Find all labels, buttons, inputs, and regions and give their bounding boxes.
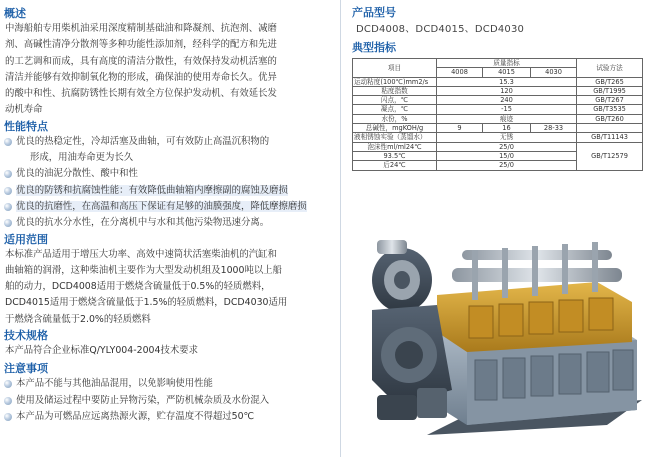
table-row bbox=[353, 142, 643, 151]
bullet-icon bbox=[4, 203, 12, 211]
column-divider bbox=[340, 0, 341, 457]
row-method: GB/T12579 bbox=[577, 142, 643, 170]
feature-text: 优良的热稳定性，冷却活塞及曲轴，可有效防止高温沉积物的 bbox=[16, 135, 270, 147]
bullet-icon bbox=[4, 413, 12, 421]
engine-shape bbox=[372, 240, 642, 435]
notes-list bbox=[4, 376, 330, 425]
overview-line: 的工艺调和而成，具有高度的清洁分散性，有效保持发动机活塞的 bbox=[5, 55, 277, 67]
specs-title: 技术规格 bbox=[4, 329, 48, 343]
feature-item-continuation: 形成，用油寿命更为长久 bbox=[30, 152, 134, 164]
bullet-icon bbox=[4, 138, 12, 146]
row-item: 总碱性，mgKOH/g bbox=[353, 124, 437, 133]
bullet-icon bbox=[4, 170, 12, 178]
scope-text bbox=[4, 247, 330, 328]
scope-line: DCD4015适用于燃烧含硫量低于1.5%的轻质燃料，DCD4030适用 bbox=[5, 297, 288, 309]
row-value: 25/0 bbox=[437, 142, 577, 151]
header-quality: 质量指标 bbox=[437, 59, 577, 68]
row-method: GB/T11143 bbox=[577, 133, 643, 142]
row-item: 93.5℃ bbox=[353, 151, 437, 160]
row-value: 25/0 bbox=[437, 161, 577, 170]
feature-item bbox=[4, 134, 330, 150]
overview-line: 清洁并能够有效抑制氧化物的形成，确保油的使用寿命长久。优异 bbox=[5, 71, 277, 83]
table-row bbox=[353, 77, 643, 86]
header-grade: 4030 bbox=[531, 68, 577, 77]
table-header-row bbox=[353, 59, 643, 68]
row-method: GB/T260 bbox=[577, 114, 643, 123]
bullet-icon bbox=[4, 219, 12, 227]
table-row bbox=[353, 124, 643, 133]
note-item bbox=[4, 376, 330, 392]
notes-title: 注意事项 bbox=[4, 362, 48, 376]
row-method: GB/T3535 bbox=[577, 105, 643, 114]
bullet-icon bbox=[4, 187, 12, 195]
header-item: 项目 bbox=[353, 59, 437, 78]
feature-item bbox=[4, 215, 330, 231]
feature-text: 优良的抗水分水性，在分离机中与水和其他污染物迅速分离。 bbox=[16, 217, 270, 229]
row-item: 运动粘度(100℃)mm2/s bbox=[353, 77, 437, 86]
row-value: 无锈 bbox=[437, 133, 577, 142]
feature-item bbox=[4, 166, 330, 182]
note-text: 本产品为可燃品应远离热源火源，贮存温度不得超过50℃ bbox=[16, 410, 255, 422]
feature-text: 优良的防锈和抗腐蚀性能：有效降低曲轴箱内摩擦副的腐蚀及磨损 bbox=[16, 184, 288, 196]
spec-table bbox=[352, 58, 643, 171]
overview-line: 剂、高碱性清净分散剂等多种功能性添加剂，经科学的配方和先进 bbox=[5, 39, 277, 51]
row-value: 痕迹 bbox=[437, 114, 577, 123]
row-item: 凝点，℃ bbox=[353, 105, 437, 114]
table-row bbox=[353, 114, 643, 123]
header-grade: 4008 bbox=[437, 68, 483, 77]
left-column bbox=[4, 6, 330, 425]
row-value: 120 bbox=[437, 86, 577, 95]
note-item bbox=[4, 409, 330, 425]
row-value: 28-33 bbox=[531, 124, 577, 133]
features-list bbox=[4, 134, 330, 232]
overview-line: 的酸中和性、抗腐防锈性长期有效全方位保护发动机、有效延长发 bbox=[5, 88, 277, 100]
specs-text: 本产品符合企业标准Q/YLY004-2004技术要求 bbox=[5, 345, 198, 357]
row-item: 粘度指数 bbox=[353, 86, 437, 95]
note-item bbox=[4, 393, 330, 409]
table-row bbox=[353, 133, 643, 142]
row-item: 泡沫性ml/ml24℃ bbox=[353, 142, 437, 151]
feature-text: 优良的抗磨性，在高温和高压下保证有足够的油膜强度，降低摩擦磨损 bbox=[16, 200, 307, 212]
table-row bbox=[353, 96, 643, 105]
overview-line: 中海船舶专用柴机油采用深度精制基础油和降凝剂、抗泡剂、减磨 bbox=[5, 23, 277, 34]
product-models: DCD4008、DCD4015、DCD4030 bbox=[356, 24, 525, 35]
note-text: 本产品不能与其他油品混用，以免影响使用性能 bbox=[16, 378, 213, 390]
scope-line: 于燃烧含硫量低于2.0%的轻质燃料 bbox=[5, 313, 151, 325]
overview-text bbox=[4, 21, 330, 119]
scope-line: 舶的动力，DCD4008适用于燃烧含硫量低于0.5%的轻质燃料， bbox=[5, 281, 271, 293]
scope-line: 曲轴箱的润滑，这种柴油机主要作为大型发动机组及1000吨以上船 bbox=[5, 264, 282, 276]
bullet-icon bbox=[4, 397, 12, 405]
overview-line: 动机寿命 bbox=[5, 104, 43, 116]
header-grade: 4015 bbox=[483, 68, 531, 77]
overview-title: 概述 bbox=[4, 7, 26, 20]
row-method: GB/T1995 bbox=[577, 86, 643, 95]
note-text: 使用及储运过程中要防止异物污染，严防机械杂质及水份混入 bbox=[16, 394, 270, 406]
row-value: 16 bbox=[483, 124, 531, 133]
typical-title: 典型指标 bbox=[352, 41, 396, 54]
row-method bbox=[577, 124, 643, 133]
scope-title: 适用范围 bbox=[4, 232, 48, 246]
features-title: 性能特点 bbox=[4, 119, 48, 133]
engine-illustration bbox=[357, 210, 647, 450]
row-item: 水份，% bbox=[353, 114, 437, 123]
product-title: 产品型号 bbox=[352, 6, 396, 19]
row-value: 240 bbox=[437, 96, 577, 105]
row-item: 闪点，℃ bbox=[353, 96, 437, 105]
header-method: 试验方法 bbox=[577, 59, 643, 78]
row-method: GB/T267 bbox=[577, 96, 643, 105]
scope-line: 本标准产品适用于增压大功率、高效中速筒状活塞柴油机的汽缸和 bbox=[5, 248, 277, 260]
table-row bbox=[353, 105, 643, 114]
table-row bbox=[353, 86, 643, 95]
feature-item bbox=[4, 199, 330, 215]
row-value: 15/0 bbox=[437, 151, 577, 160]
right-column bbox=[352, 6, 646, 171]
row-value: 9 bbox=[437, 124, 483, 133]
feature-item bbox=[4, 183, 330, 199]
bullet-icon bbox=[4, 380, 12, 388]
feature-text: 优良的油泥分散性、酸中和性 bbox=[16, 168, 138, 180]
row-item: 液相锈蚀实验（蒸馏水） bbox=[353, 133, 437, 142]
row-method: GB/T265 bbox=[577, 77, 643, 86]
row-item: 后24℃ bbox=[353, 161, 437, 170]
row-value: 15.3 bbox=[437, 77, 577, 86]
row-value: -15 bbox=[437, 105, 577, 114]
